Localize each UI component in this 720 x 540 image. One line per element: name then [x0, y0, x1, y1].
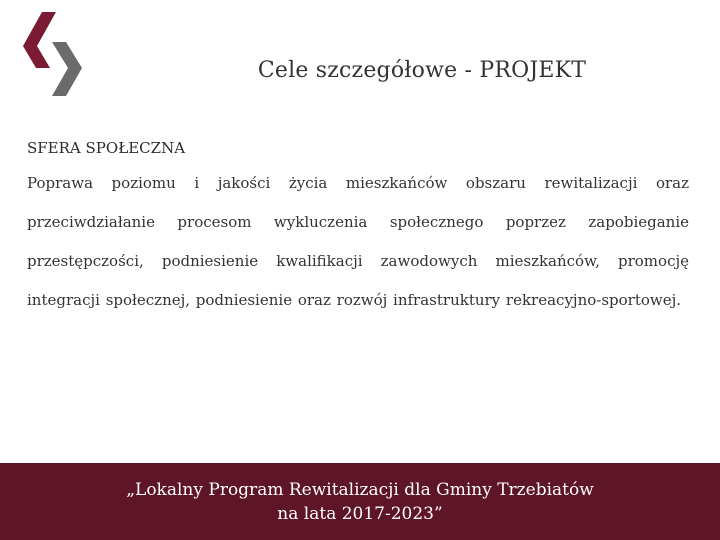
footer-line-2: na lata 2017-2023”	[277, 503, 443, 524]
footer-line-1: „Lokalny Program Rewitalizacji dla Gminy Trzebiatów	[126, 479, 594, 500]
slide-title: Cele szczegółowe - PROJEKT	[257, 58, 587, 83]
section-heading: SFERA SPOŁECZNA	[27, 139, 186, 157]
logo-chevron-icon	[22, 12, 84, 98]
body-paragraph: Poprawa poziomu i jakości życia mieszkańców obszaru rewitalizacji oraz przeciwdziałanie procesom wykluczenia społecznego poprzez zapobieganie przestępczości, podniesienie kwalifikacji zawodowych mieszkańców, promocję integracji społecznej, podniesienie oraz rozwój infrastruktury rekreacyjno-sportowej.	[27, 174, 689, 309]
footer-banner	[0, 463, 720, 540]
